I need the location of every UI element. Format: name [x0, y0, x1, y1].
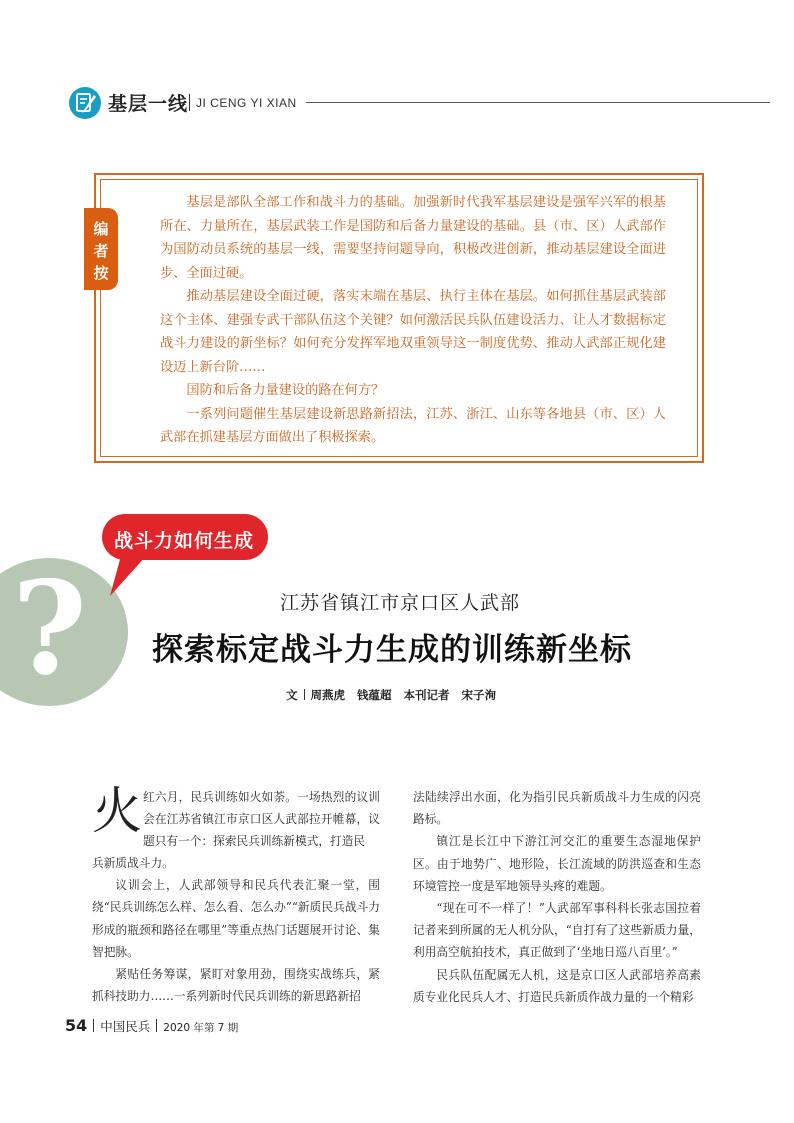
magazine-name: 中国民兵 — [100, 1019, 151, 1034]
body-first-lines — [143, 786, 380, 853]
body-paragraph: 镇江是长江中下游江河交汇的重要生态湿地保护区。由于地势广、地形险，长江流域的防洪巡查和生态环境管控一度是军地领导头疼的难题。 — [413, 834, 701, 893]
editor-note-tab — [84, 208, 118, 290]
footer-divider — [93, 1019, 94, 1032]
editor-note-paragraph: 推动基层建设全面过硬，落实末端在基层、执行主体在基层。如何抓住基层武装部这个主体、建强专武干部队伍这个关键？如何激活民兵队伍建设活力、让人才数据标定战斗力建设的新坐标？如何充分发挥军地双重领导这一制度优势、推动人武部正规化建设迈上新台阶…… — [160, 289, 666, 375]
section-title: 基层一线 — [108, 93, 189, 115]
question-mark-icon: ? — [12, 554, 87, 704]
header-rule — [306, 102, 770, 103]
section-pinyin: JI CENG YI XIAN — [196, 96, 297, 110]
header-divider — [189, 94, 190, 111]
editor-note-text — [160, 191, 666, 450]
bubble-label: 战斗力如何生成 — [114, 530, 255, 552]
page-number: 54 — [65, 1016, 88, 1035]
byline-prefix: 文 — [286, 688, 298, 702]
body-paragraph: 议训会上，人武部领导和民兵代表汇聚一堂，围绕“民兵训练怎么样、怎么看、怎么办”“新质民兵战斗力形成的瓶颈和路径在哪里”等重点热门话题展开讨论、集智把脉。 — [92, 878, 380, 959]
byline-divider — [304, 689, 305, 700]
editor-note-paragraph: 国防和后备力量建设的路在何方？ — [186, 383, 385, 398]
reporter-label: 本刊记者 — [403, 688, 450, 702]
author-name: 周燕虎 — [310, 688, 345, 702]
editor-note-tab-char: 按 — [93, 264, 109, 282]
article-title: 探索标定战斗力生成的训练新坐标 — [152, 632, 632, 668]
body-paragraph: 兵新质战斗力。 — [92, 856, 174, 870]
article-subtitle: 江苏省镇江市京口区人武部 — [280, 592, 521, 614]
editor-note-tab-char: 编 — [93, 220, 109, 238]
body-column-right — [413, 786, 701, 1008]
body-paragraph: 民兵队伍配属无人机，这是京口区人武部培养高素质专业化民兵人才、打造民兵新质作战力量的一个精彩 — [413, 967, 701, 1004]
issue-label: 2020 年第 7 期 — [163, 1022, 239, 1034]
page-footer — [65, 1016, 238, 1035]
editor-note-paragraph: 一系列问题催生基层建设新思路新招法，江苏、浙江、山东等各地县（市、区）人武部在抓建基层方面做出了积极探索。 — [160, 406, 666, 445]
author-name: 钱蕴超 — [357, 688, 392, 702]
footer-divider — [156, 1019, 157, 1032]
body-paragraph: 法陆续浮出水面，化为指引民兵新质战斗力生成的闪亮路标。 — [413, 790, 701, 827]
drop-cap: 火 — [92, 782, 142, 840]
pen-icon — [68, 86, 102, 120]
speech-bubble — [100, 512, 272, 598]
body-column-left — [92, 852, 380, 1007]
body-paragraph: “现在可不一样了！”人武部军事科科长张志国拉着记者来到所属的无人机分队，“自打有了这些新质力量，利用高空航拍技术，真正做到了‘坐地日巡八百里’。” — [413, 901, 701, 960]
editor-note-paragraph: 基层是部队全部工作和战斗力的基础。加强新时代我军基层建设是强军兴军的根基所在、力量所在，基层武装工作是国防和后备力量建设的基础。县（市、区）人武部作为国防动员系统的基层一线，需要坚持问题导向，积极改进创新，推动基层建设全面进步、全面过硬。 — [160, 195, 666, 281]
byline — [286, 687, 496, 703]
editor-note-tab-char: 者 — [93, 242, 109, 260]
reporter-name: 宋子洵 — [461, 688, 496, 702]
body-paragraph: 红六月，民兵训练如火如荼。一场热烈的议训会在江苏省镇江市京口区人武部拉开帷幕，议题只有一个：探索民兵训练新模式，打造民 — [143, 790, 380, 849]
body-paragraph: 紧贴任务筹谋，紧盯对象用劲，围绕实战练兵，紧抓科技助力……一系列新时代民兵训练的新思路新招 — [92, 967, 380, 1004]
